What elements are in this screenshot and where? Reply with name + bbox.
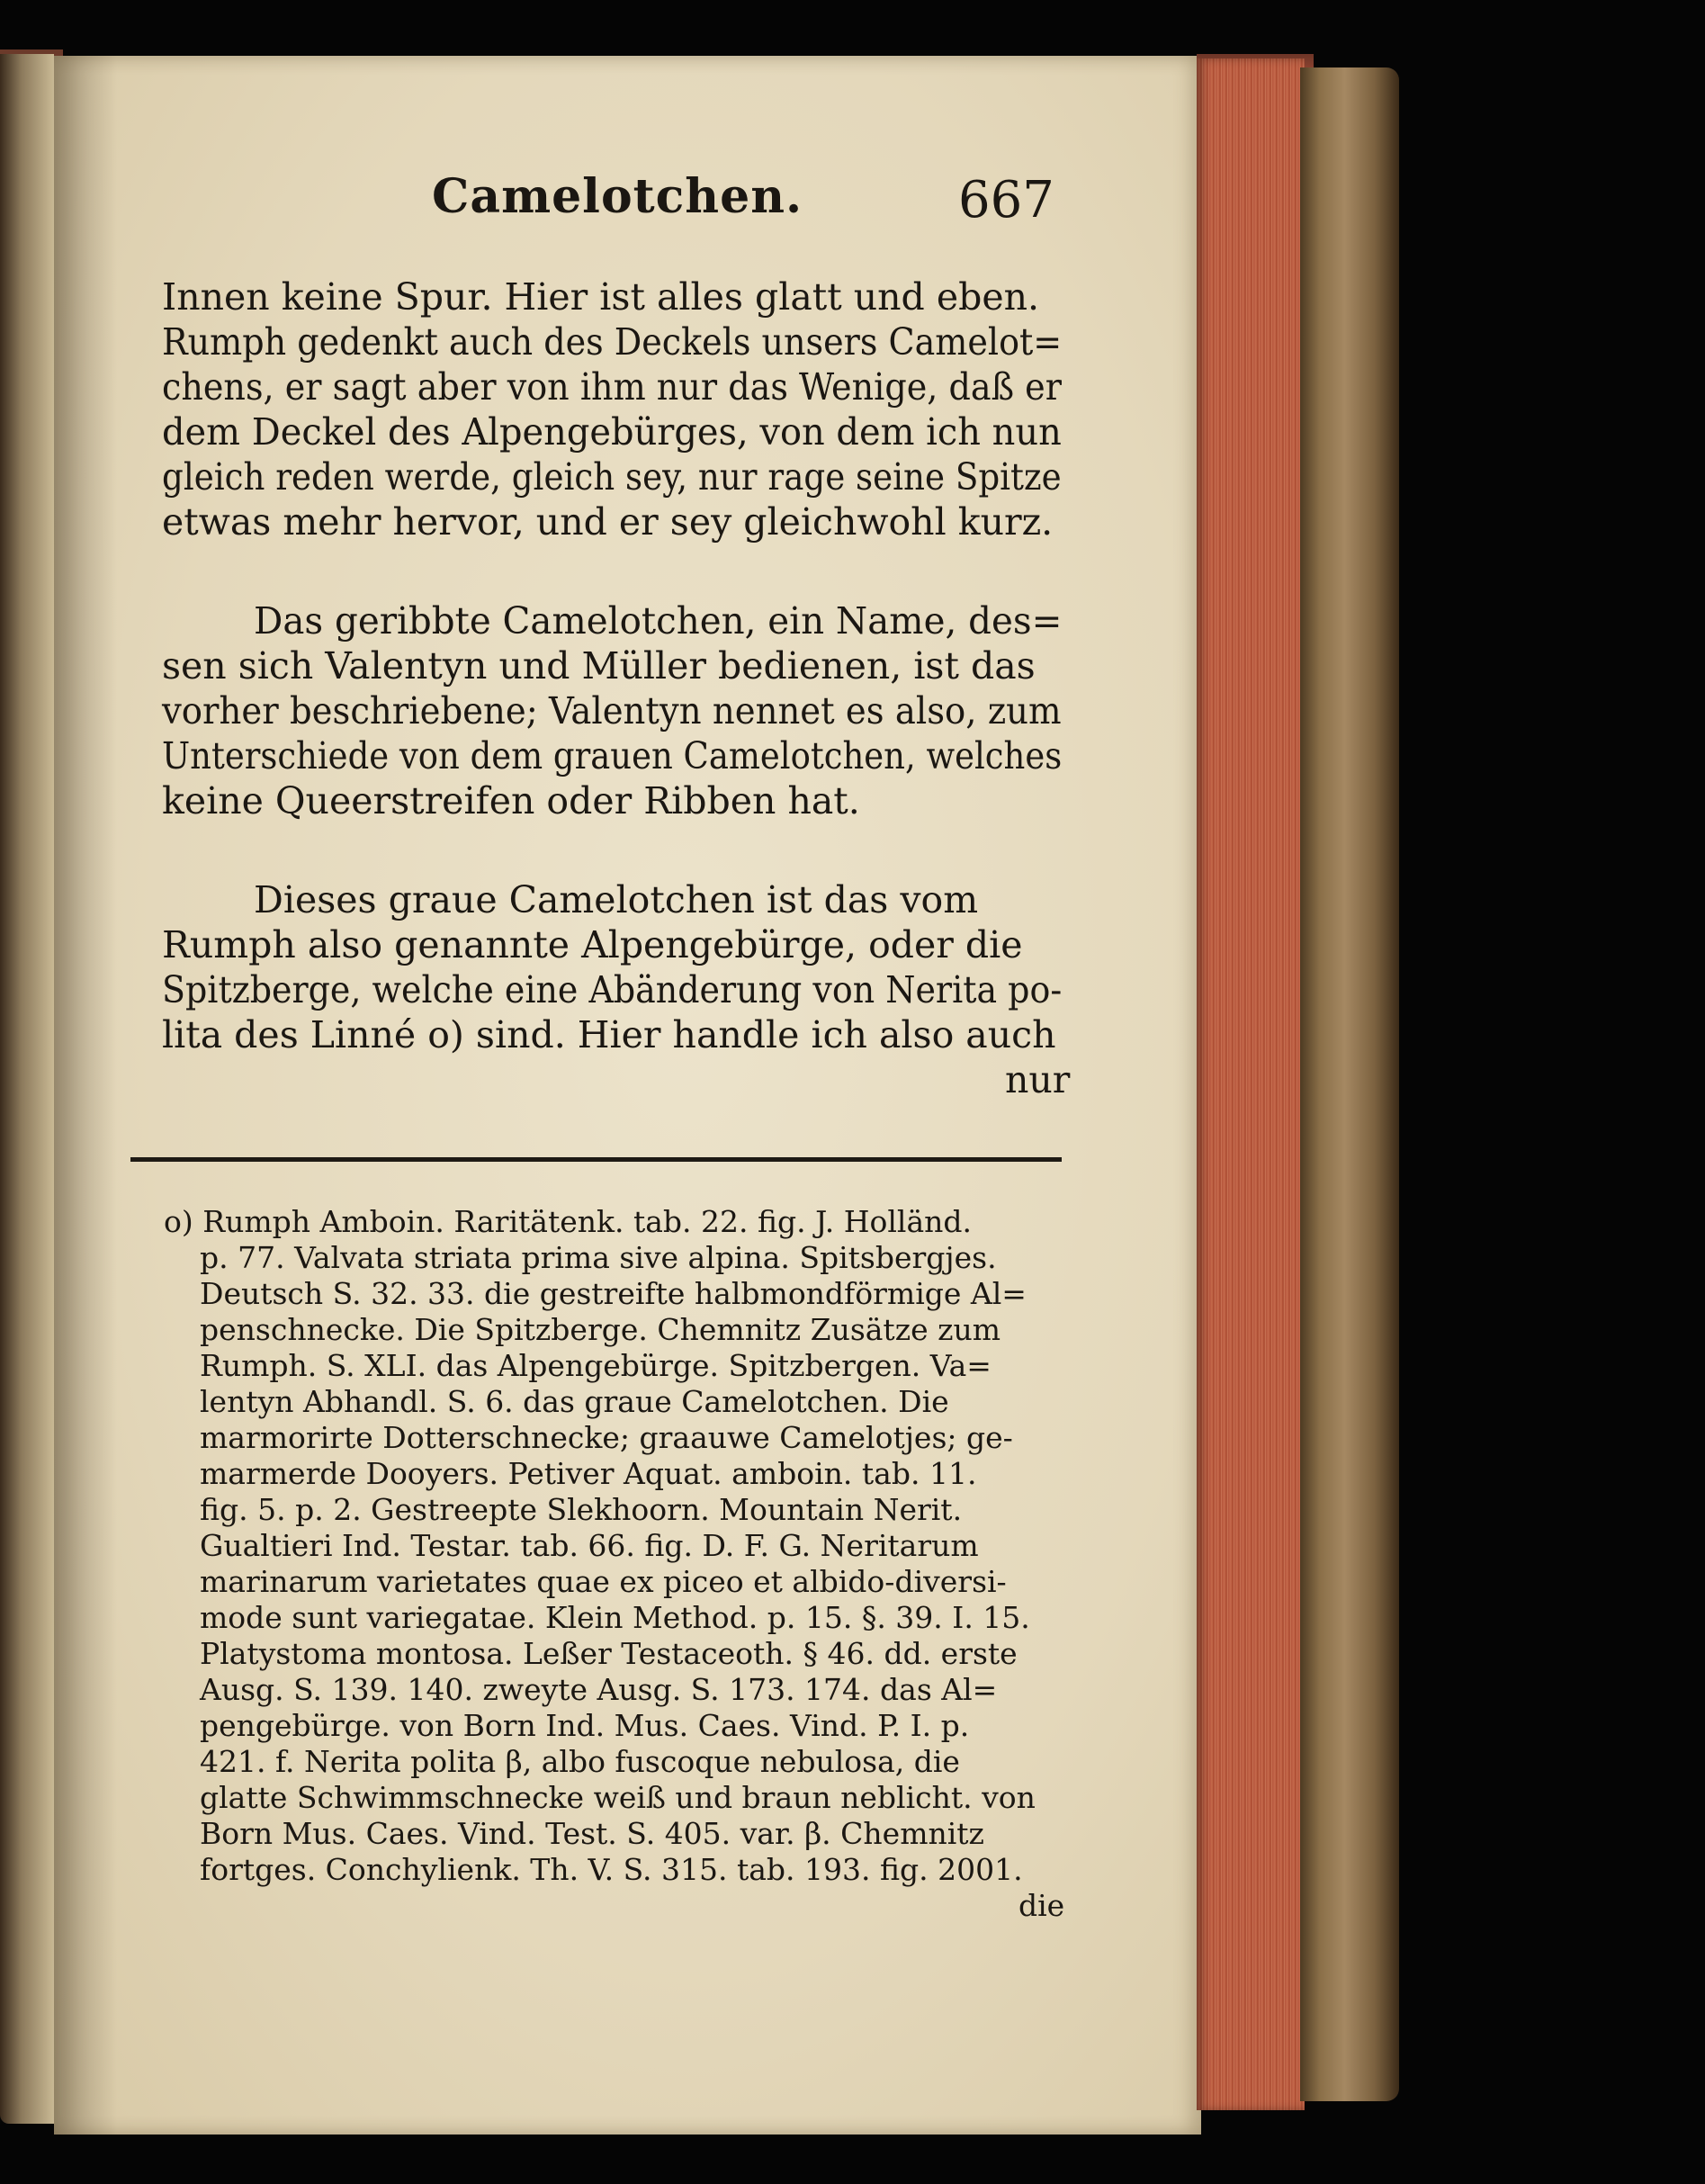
body-line: sen sich Valentyn und Müller bedienen, ist das	[162, 644, 1036, 688]
body-line: Rumph also genannte Alpengebürge, oder die	[162, 923, 1023, 966]
footnote-line: o) Rumph Amboin. Raritätenk. tab. 22. fig. J. Holländ.	[164, 1204, 973, 1239]
footnote-line: Deutsch S. 32. 33. die gestreifte halbmondförmige Al=	[200, 1276, 1027, 1311]
body-line: Das geribbte Camelotchen, ein Name, des=	[254, 599, 1063, 643]
footnote-line: p. 77. Valvata striata prima sive alpina. Spitsbergjes.	[200, 1240, 997, 1275]
footnote-line: penschnecke. Die Spitzberge. Chemnitz Zusätze zum	[200, 1312, 1001, 1347]
gutter-shadow	[54, 56, 117, 2135]
body-line: Dieses graue Camelotchen ist das vom	[254, 878, 979, 921]
body-line: chens, er sagt aber von ihm nur das Wenige, daß er	[162, 365, 1062, 409]
catchword: nur	[1005, 1058, 1071, 1101]
running-title: Camelotchen.	[432, 169, 803, 224]
book-cover-edge	[1300, 67, 1399, 2101]
body-line: lita des Linné o) sind. Hier handle ich also auch	[162, 1013, 1056, 1056]
body-line: keine Queerstreifen oder Ribben hat.	[162, 779, 860, 822]
body-line: Unterschiede von dem grauen Camelotchen, welches	[162, 734, 1063, 777]
footnote-line: Platystoma montosa. Leßer Testaceoth. § 46. dd. erste	[200, 1636, 1018, 1671]
left-page-edge	[0, 54, 54, 2124]
footnote-line: 421. f. Nerita polita β, albo fuscoque nebulosa, die	[200, 1744, 960, 1779]
footnote-line: marmerde Dooyers. Petiver Aquat. amboin. tab. 11.	[200, 1456, 977, 1491]
footnote-rule	[130, 1157, 1062, 1162]
footnote-line: Ausg. S. 139. 140. zweyte Ausg. S. 173. 174. das Al=	[200, 1672, 998, 1707]
page-number: 667	[958, 171, 1054, 229]
body-line: gleich reden werde, gleich sey, nur rage seine Spitze	[162, 455, 1062, 499]
footnote-line: marinarum varietates quae ex piceo et albido-diversi-	[200, 1564, 1007, 1599]
footnote-line: glatte Schwimmschnecke weiß und braun neblicht. von	[200, 1780, 1036, 1815]
footnote-line: fortges. Conchylienk. Th. V. S. 315. tab. 193. fig. 2001.	[200, 1852, 1023, 1887]
body-line: Innen keine Spur. Hier ist alles glatt und eben.	[162, 275, 1040, 319]
footnote-line: fig. 5. p. 2. Gestreepte Slekhoorn. Mountain Nerit.	[200, 1492, 963, 1527]
body-line: etwas mehr hervor, und er sey gleichwohl kurz.	[162, 500, 1054, 544]
footnote-line: lentyn Abhandl. S. 6. das graue Camelotchen. Die	[200, 1384, 949, 1419]
body-line: Spitzberge, welche eine Abänderung von Nerita po-	[162, 968, 1063, 1011]
body-line: dem Deckel des Alpengebürges, von dem ich nun	[162, 410, 1062, 454]
footnote-line: Gualtieri Ind. Testar. tab. 66. fig. D. F. G. Neritarum	[200, 1528, 979, 1563]
footnote-line: marmorirte Dotterschnecke; graauwe Camelotjes; ge-	[200, 1420, 1013, 1455]
footnote-line: Rumph. S. XLI. das Alpengebürge. Spitzbergen. Va=	[200, 1348, 992, 1383]
footnote-line: pengebürge. von Born Ind. Mus. Caes. Vind. P. I. p.	[200, 1708, 970, 1743]
body-line: Rumph gedenkt auch des Deckels unsers Camelot=	[162, 320, 1063, 364]
footnote-line: Born Mus. Caes. Vind. Test. S. 405. var. β. Chemnitz	[200, 1816, 984, 1851]
body-line: vorher beschriebene; Valentyn nennet es also, zum	[162, 689, 1062, 732]
footnote-catchword: die	[1019, 1888, 1065, 1923]
page-edges-block	[1197, 58, 1305, 2110]
footnote-line: mode sunt variegatae. Klein Method. p. 15. §. 39. I. 15.	[200, 1600, 1030, 1635]
